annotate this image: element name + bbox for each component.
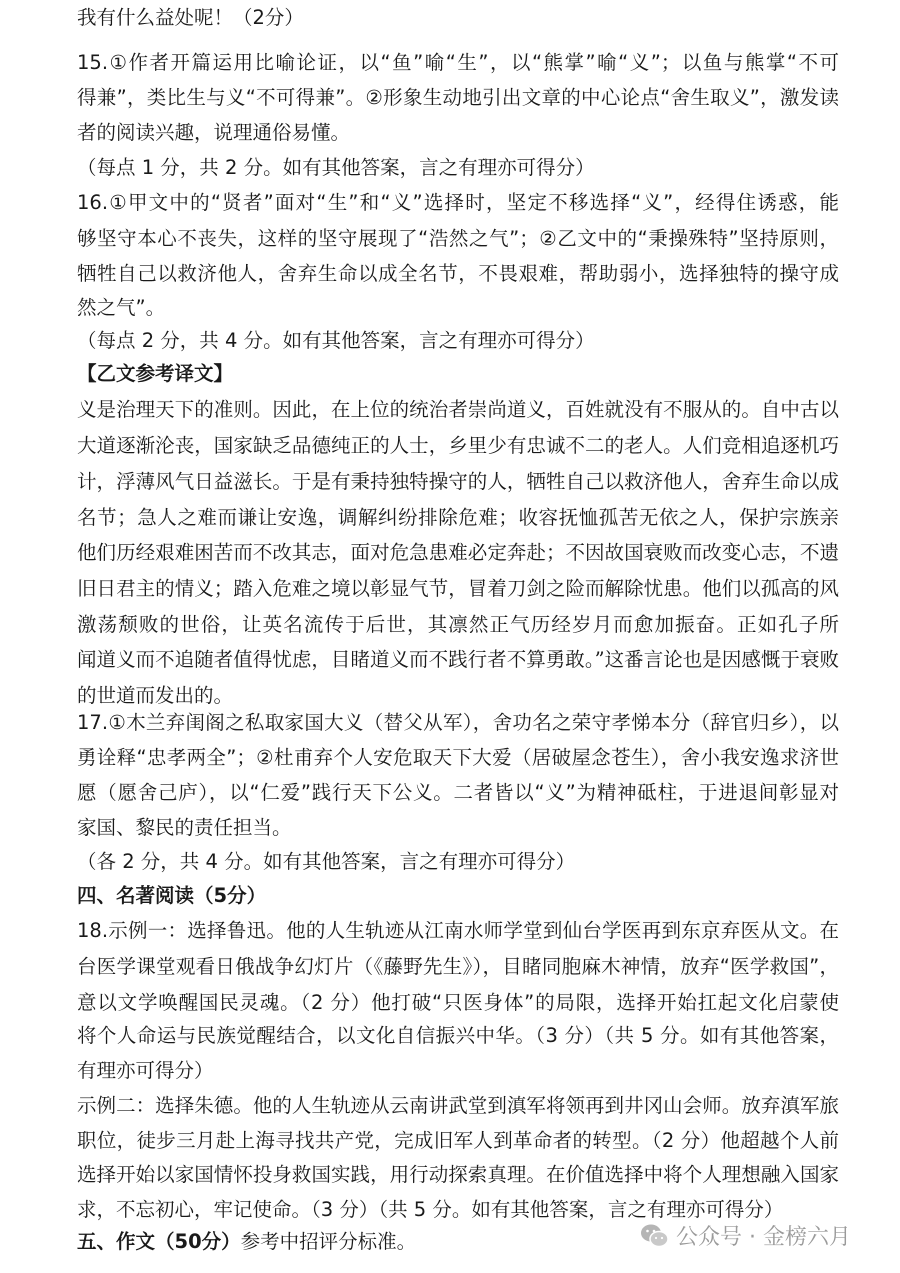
text-line: 牺牲自己以救济他人，舍弃生命以成全名节，不畏艰难，帮助弱小，选择独特的操守成 bbox=[77, 262, 839, 285]
text-line: 我有什么益处呢！（2分） bbox=[77, 6, 304, 29]
text-line: 16.①甲文中的“贤者”面对“生”和“义”选择时，坚定不移选择“义”，经得住诱惑，能 bbox=[77, 191, 839, 214]
text-line: 大道逐渐沦丧，国家缺乏品德纯正的人士，乡里少有忠诚不二的老人。人们竞相追逐机巧 bbox=[77, 434, 839, 457]
text-line: 求，不忘初心，牢记使命。（3 分）（共 5 分。如有其他答案，言之有理亦可得分） bbox=[77, 1198, 784, 1221]
text-line: 有理亦可得分） bbox=[77, 1059, 214, 1082]
watermark bbox=[640, 1220, 851, 1251]
text-line: （各 2 分，共 4 分。如有其他答案，言之有理亦可得分） bbox=[77, 850, 576, 873]
section-heading: 【乙文参考译文】 bbox=[77, 362, 234, 385]
text-line: 计，浮薄风气日益滋长。于是有秉持独特操守的人，牺牲自己以救济他人，舍弃生命以成 bbox=[77, 470, 839, 493]
text-line: 的世道而发出的。 bbox=[77, 684, 234, 707]
text-line: 旧日君主的情义；踏入危难之境以彰显气节，冒着刀剑之险而解除忧患。他们以孤高的风 bbox=[77, 577, 839, 600]
watermark-text: 公众号 · 金榜六月 bbox=[676, 1225, 851, 1250]
text-line: 他们历经艰难困苦而不改其志，面对危急患难必定奔赴；不因故国衰败而改变心志，不遗 bbox=[77, 541, 839, 564]
text-line: （每点 2 分，共 4 分。如有其他答案，言之有理亦可得分） bbox=[77, 329, 595, 352]
text-line: 示例二：选择朱德。他的人生轨迹从云南讲武堂到滇军将领再到井冈山会师。放弃滇军旅 bbox=[77, 1094, 839, 1117]
text-line: 职位，徒步三月赴上海寻找共产党，完成旧军人到革命者的转型。（2 分）他超越个人前 bbox=[77, 1129, 839, 1152]
essay-section-note: 参考中招评分标准。 bbox=[240, 1230, 417, 1253]
text-line: （每点 1 分，共 2 分。如有其他答案，言之有理亦可得分） bbox=[77, 156, 595, 179]
text-line: 者的阅读兴趣，说理通俗易懂。 bbox=[77, 121, 351, 144]
wechat-icon bbox=[640, 1223, 670, 1249]
text-line: 选择开始以家国情怀投身救国实践，用行动探索真理。在价值选择中将个人理想融入国家 bbox=[77, 1163, 839, 1186]
text-line: 台医学课堂观看日俄战争幻灯片（《藤野先生》），目睹同胞麻木神情，放弃“医学救国”， bbox=[77, 955, 839, 978]
text-line: 够坚守本心不丧失，这样的坚守展现了“浩然之气”；②乙文中的“秉操殊特”坚持原则， bbox=[77, 227, 839, 250]
text-line: 闻道义而不追随者值得忧虑，目睹道义而不践行者不算勇敢。”这番言论也是因感慨于衰败 bbox=[77, 648, 839, 671]
essay-section-heading: 五、作文（50分） bbox=[77, 1230, 241, 1253]
text-line: 勇诠释“忠孝两全”；②杜甫弃个人安危取天下大爱（居破屋念苍生），舍小我安逸求济世 bbox=[77, 746, 839, 769]
text-line: 名节；急人之难而谦让安逸，调解纠纷排除危难；收容抚恤孤苦无依之人，保护宗族亲 bbox=[77, 506, 839, 529]
text-line: 义是治理天下的准则。因此，在上位的统治者崇尚道义，百姓就没有不服从的。自中古以 bbox=[77, 398, 839, 421]
text-line: 18.示例一：选择鲁迅。他的人生轨迹从江南水师学堂到仙台学医再到东京弃医从文。在 bbox=[77, 919, 839, 942]
text-line: 意以文学唤醒国民灵魂。（2 分）他打破“只医身体”的局限，选择开始扛起文化启蒙使 bbox=[77, 991, 839, 1014]
text-line: 得兼”，类比生与义“不可得兼”。②形象生动地引出文章的中心论点“舍生取义”，激发读 bbox=[77, 86, 839, 109]
text-line: 激荡颓败的世俗，让英名流传于后世，其凛然正气历经岁月而愈加振奋。正如孔子所 bbox=[77, 613, 839, 636]
text-line: 将个人命运与民族觉醒结合，以文化自信振兴中华。（3 分）（共 5 分。如有其他答案， bbox=[77, 1024, 839, 1047]
section-heading: 四、名著阅读（5分） bbox=[77, 884, 267, 907]
text-line: 愿（愿舍己庐），以“仁爱”践行天下公义。二者皆以“义”为精神砥柱，于进退间彰显对 bbox=[77, 781, 839, 804]
text-line: 17.①木兰弃闺阁之私取家国大义（替父从军），舍功名之荣守孝悌本分（辞官归乡），以 bbox=[77, 711, 839, 734]
text-line: 15.①作者开篇运用比喻论证，以“鱼”喻“生”，以“熊掌”喻“义”；以鱼与熊掌“不可 bbox=[77, 51, 839, 74]
text-line: 然之气”。 bbox=[77, 296, 166, 319]
text-line: 家国、黎民的责任担当。 bbox=[77, 816, 292, 839]
